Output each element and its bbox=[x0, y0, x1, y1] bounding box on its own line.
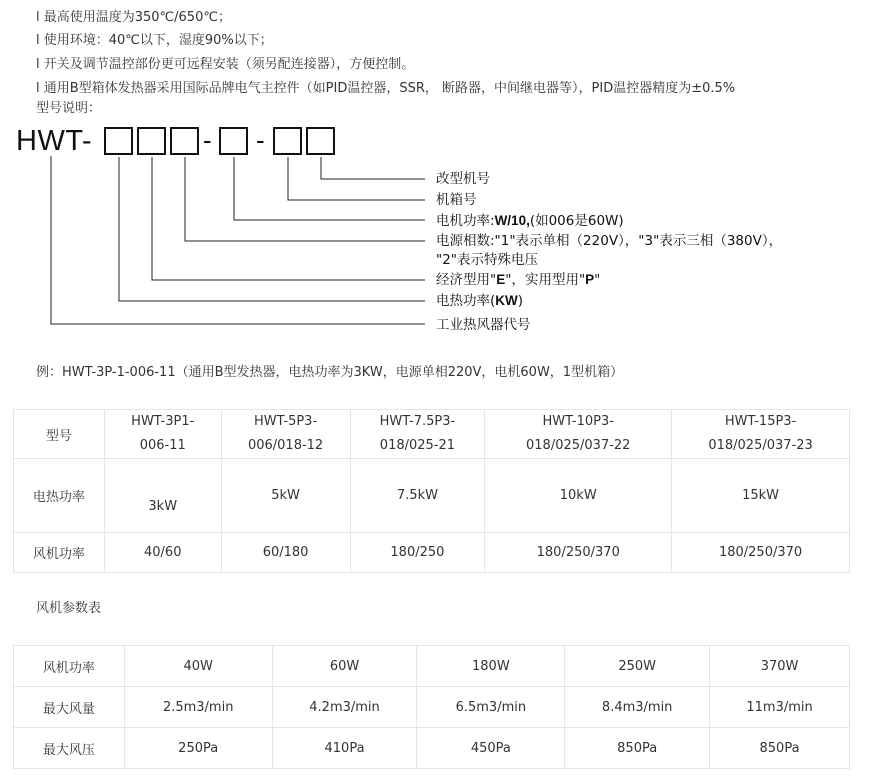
connector-phase bbox=[185, 157, 425, 241]
table-row bbox=[14, 533, 850, 573]
model-cell: HWT-5P3- 006/018-12 bbox=[221, 410, 350, 459]
table-row bbox=[14, 410, 850, 459]
label-heat-power: 电热功率(KW) bbox=[436, 293, 524, 309]
label-motor-power: 电机功率:W/10,(如006是60W) bbox=[436, 213, 624, 229]
fan-param-cell: 370W bbox=[710, 646, 850, 687]
label-phase-special: "2"表示特殊电压 bbox=[436, 252, 539, 268]
fan-param-cell: 8.4m3/min bbox=[565, 687, 710, 728]
fan-spec-table bbox=[13, 645, 850, 769]
fan-power-cell: 180/250 bbox=[350, 533, 485, 573]
fan-power-cell: 180/250/370 bbox=[485, 533, 672, 573]
model-example: 例：HWT-3P-1-006-11（通用B型发热器，电热功率为3KW，电源单相220V，电机60W，1型机箱） bbox=[36, 365, 624, 380]
model-cell: HWT-3P1- 006-11 bbox=[104, 410, 221, 459]
table-row bbox=[14, 459, 850, 533]
table-row bbox=[14, 687, 850, 728]
fan-param-cell: 2.5m3/min bbox=[124, 687, 272, 728]
fan-param-cell: 11m3/min bbox=[710, 687, 850, 728]
model-cell: HWT-10P3- 018/025/037-22 bbox=[485, 410, 672, 459]
bullet-controller-spec: l 通用B型箱体发热器采用国际品牌电气主控件（如PID温控器，SSR， 断路器，中间继电器等），PID温控器精度为±0.5% bbox=[36, 81, 736, 96]
fan-param-cell: 40W bbox=[124, 646, 272, 687]
heat-power-cell: 5kW bbox=[221, 459, 350, 533]
heat-power-cell: 7.5kW bbox=[350, 459, 485, 533]
row-header-heat-power: 电热功率 bbox=[14, 459, 105, 533]
row-header-fan-power: 风机功率 bbox=[14, 533, 105, 573]
fan-param-cell: 410Pa bbox=[272, 728, 417, 769]
fan-param-cell: 250W bbox=[565, 646, 710, 687]
table-row bbox=[14, 646, 850, 687]
fan-power-cell: 40/60 bbox=[104, 533, 221, 573]
row-header-model: 型号 bbox=[14, 410, 105, 459]
fan-section-title: 风机参数表 bbox=[36, 601, 102, 616]
fan-power-cell: 60/180 bbox=[221, 533, 350, 573]
row-header-max-pressure: 最大风压 bbox=[14, 728, 125, 769]
code-separator: - bbox=[256, 125, 265, 155]
heat-power-cell: 10kW bbox=[485, 459, 672, 533]
model-heading: 型号说明： bbox=[36, 101, 102, 116]
label-series: 工业热风器代号 bbox=[436, 317, 531, 333]
fan-param-cell: 850Pa bbox=[710, 728, 850, 769]
label-case: 机箱号 bbox=[436, 192, 477, 208]
fan-param-cell: 450Pa bbox=[417, 728, 565, 769]
fan-param-cell: 60W bbox=[272, 646, 417, 687]
fan-param-cell: 250Pa bbox=[124, 728, 272, 769]
fan-param-cell: 6.5m3/min bbox=[417, 687, 565, 728]
bullet-max-temperature: l 最高使用温度为350℃/650℃； bbox=[36, 10, 231, 25]
fan-param-cell: 850Pa bbox=[565, 728, 710, 769]
bullet-environment: l 使用环境：40℃以下，湿度90%以下； bbox=[36, 33, 273, 48]
row-header-fan-power: 风机功率 bbox=[14, 646, 125, 687]
connector-revision bbox=[321, 157, 425, 179]
row-header-max-airflow: 最大风量 bbox=[14, 687, 125, 728]
model-code-prefix: HWT- bbox=[16, 125, 93, 157]
heat-power-cell: 3kW bbox=[104, 459, 221, 533]
fan-param-cell: 180W bbox=[417, 646, 565, 687]
model-spec-table bbox=[13, 409, 850, 573]
fan-param-cell: 4.2m3/min bbox=[272, 687, 417, 728]
connector-motor bbox=[234, 157, 425, 220]
label-type: 经济型用"E"，实用型用"P" bbox=[436, 272, 601, 288]
table-row bbox=[14, 728, 850, 769]
heat-power-cell: 15kW bbox=[672, 459, 850, 533]
bullet-remote-install: l 开关及调节温控部份更可远程安装（须另配连接器），方便控制。 bbox=[36, 57, 415, 72]
connector-series bbox=[51, 156, 425, 324]
fan-power-cell: 180/250/370 bbox=[672, 533, 850, 573]
model-cell: HWT-15P3- 018/025/037-23 bbox=[672, 410, 850, 459]
code-separator: - bbox=[203, 125, 212, 155]
label-phase: 电源相数:"1"表示单相（220V），"3"表示三相（380V）， bbox=[436, 233, 783, 249]
label-revision: 改型机号 bbox=[436, 171, 490, 187]
model-cell: HWT-7.5P3- 018/025-21 bbox=[350, 410, 485, 459]
